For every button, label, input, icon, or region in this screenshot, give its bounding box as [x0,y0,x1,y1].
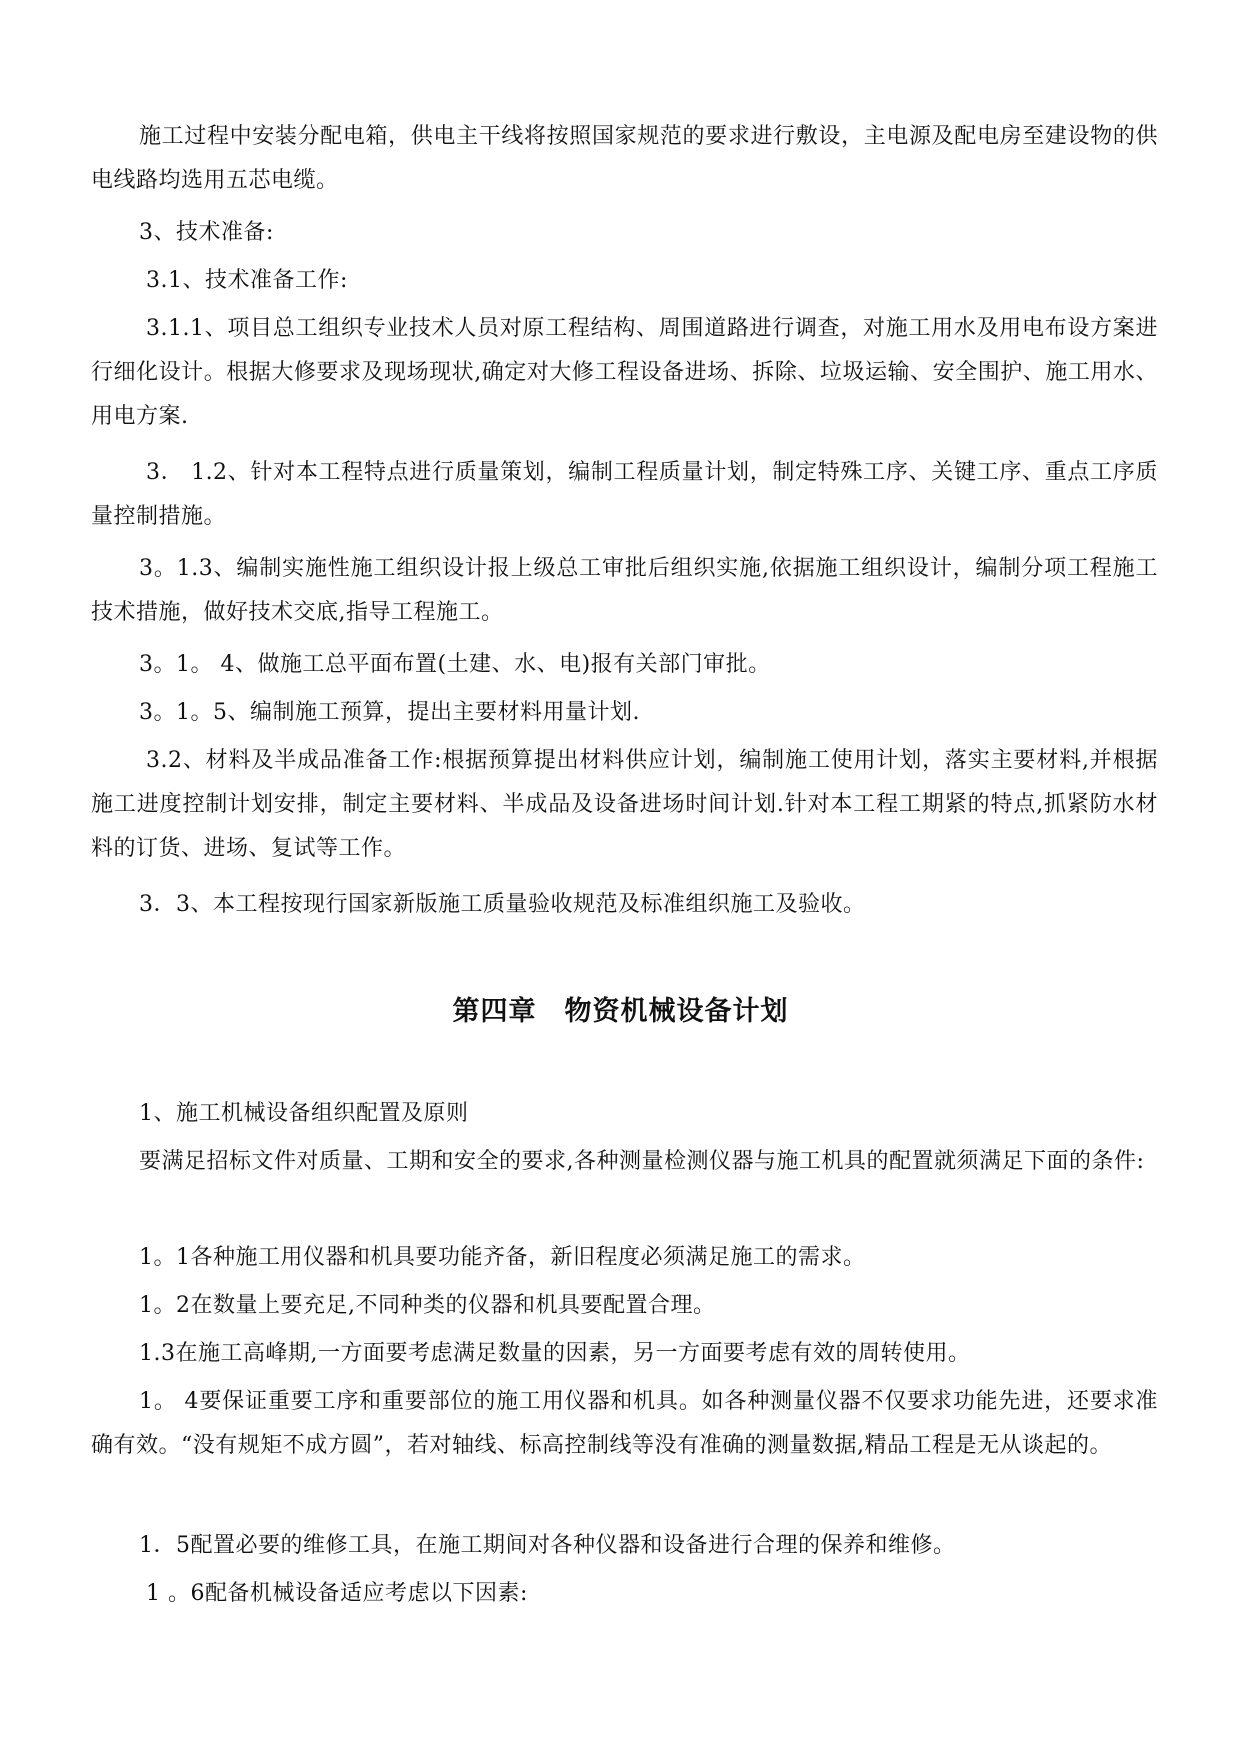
paragraph-3-2: 3.2、材料及半成品准备工作:根据预算提出材料供应计划，编制施工使用计划，落实主要材料,并根据施工进度控制计划安排，制定主要材料、半成品及设备进场时间计划.针对本工程工期紧的特点,抓紧防水材料的订货、进场、复试等工作。 [91,748,1158,861]
paragraph-3-1-5: 3。1。5、编制施工预算，提出主要材料用量计划. [139,700,640,725]
paragraph-1-1: 1。1各种施工用仪器和机具要功能齐备，新旧程度必须满足施工的需求。 [139,1245,866,1270]
heading-technical-preparation-work: 3.1、技术准备工作: [146,268,348,293]
paragraph-requirements: 要满足招标文件对质量、工期和安全的要求,各种测量检测仪器与施工机具的配置就须满足下面的条件: [139,1149,1145,1174]
paragraph-1-4: 1。 4要保证重要工序和重要部位的施工用仪器和机具。如各种测量仪器不仅要求功能先进，还要求准确有效。“没有规矩不成方圆”，若对轴线、标高控制线等没有准确的测量数据,精品工程是无从谈起的。 [91,1389,1158,1458]
paragraph-1-3: 1.3在施工高峰期,一方面要考虑满足数量的因素，另一方面要考虑有效的周转使用。 [139,1341,971,1366]
heading-technical-preparation: 3、技术准备: [139,220,274,245]
paragraph-3-1-1: 3.1.1、项目总工组织专业技术人员对原工程结构、周围道路进行调查，对施工用水及用电布设方案进行细化设计。根据大修要求及现场现状,确定对大修工程设备进场、拆除、垃圾运输、安全围护、施工用水、用电方案. [91,316,1158,429]
heading-machinery-allocation: 1、施工机械设备组织配置及原则 [139,1101,469,1126]
paragraph-3-3: 3．3、本工程按现行国家新版施工质量验收规范及标准组织施工及验收。 [139,892,866,917]
paragraph-1-2: 1。2在数量上要充足,不同种类的仪器和机具要配置合理。 [139,1293,716,1318]
paragraph-1-5: 1．5配置必要的维修工具，在施工期间对各种仪器和设备进行合理的保养和维修。 [139,1533,956,1558]
paragraph-3-1-3: 3。1.3、编制实施性施工组织设计报上级总工审批后组织实施,依据施工组织设计，编制分项工程施工技术措施，做好技术交底,指导工程施工。 [91,556,1158,625]
chapter-title: 第四章 物资机械设备计划 [452,996,789,1027]
paragraph-power-supply: 施工过程中安装分配电箱，供电主干线将按照国家规范的要求进行敷设，主电源及配电房至建设物的供电线路均选用五芯电缆。 [91,124,1158,193]
paragraph-1-6: 1 。6配备机械设备适应考虑以下因素: [146,1581,528,1606]
paragraph-3-1-2: 3． 1.2、针对本工程特点进行质量策划，编制工程质量计划，制定特殊工序、关键工序、重点工序质量控制措施。 [91,460,1158,529]
paragraph-3-1-4: 3。1。 4、做施工总平面布置(土建、水、电)报有关部门审批。 [139,652,771,677]
